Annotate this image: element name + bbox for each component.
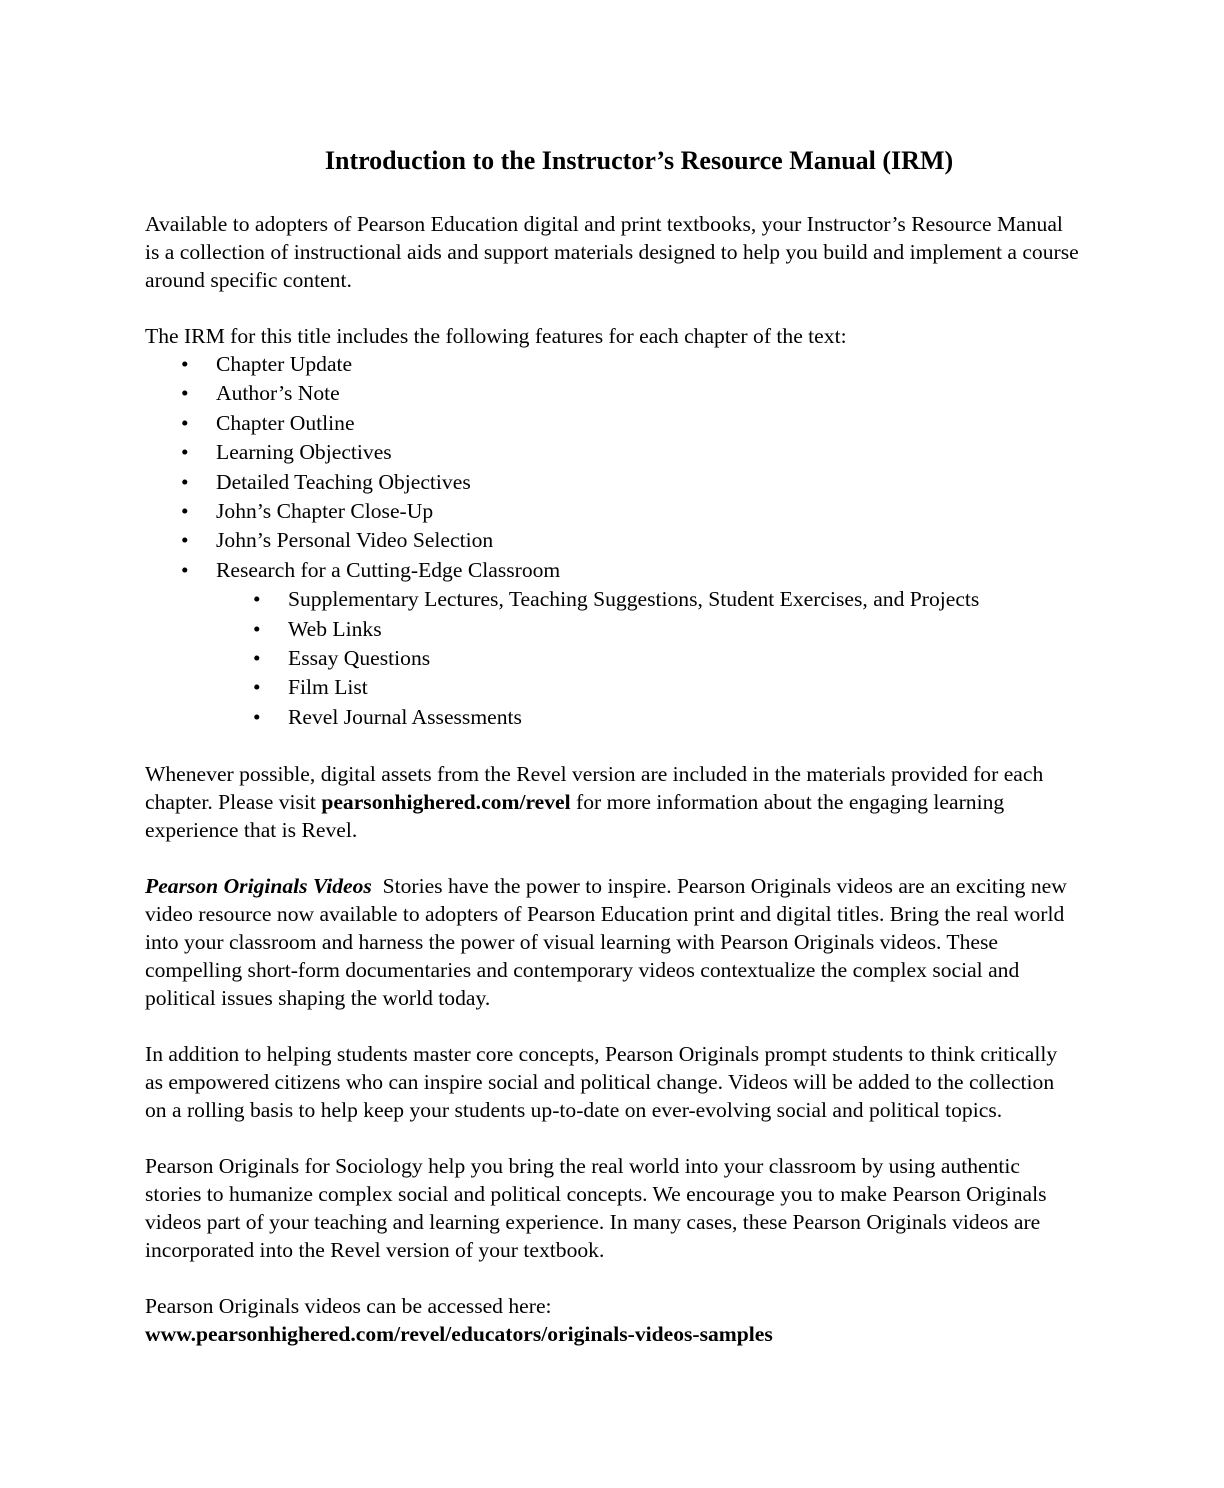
sub-list-item bbox=[145, 615, 1080, 644]
originals-paragraph bbox=[145, 872, 1080, 1012]
document-body bbox=[145, 210, 1080, 1348]
list-item bbox=[145, 468, 1080, 497]
revel-text-after: for more information about the engaging learning experience that is Revel. bbox=[145, 790, 1005, 843]
bullet-icon: • bbox=[181, 352, 189, 376]
list-item bbox=[145, 497, 1080, 526]
sub-list-item bbox=[145, 703, 1080, 732]
list-item bbox=[145, 526, 1080, 555]
bullet-icon: • bbox=[181, 469, 189, 494]
bullet-icon: • bbox=[181, 528, 189, 553]
paragraph-gap bbox=[145, 1012, 1080, 1040]
core-concepts-paragraph: In addition to helping students master core concepts, Pearson Originals prompt students to think critically as empowered citizens who can inspire social and political change. Videos will be added to the collection on a rolling basis to help keep your students up-to-date on ever-evolving social and political topics. bbox=[145, 1042, 1058, 1123]
sub-list-item-label: Film List bbox=[288, 675, 368, 700]
list-item-label: Chapter Outline bbox=[216, 410, 355, 435]
access-lead: Pearson Originals videos can be accessed here: bbox=[145, 1294, 552, 1319]
list-item-label: John’s Personal Video Selection bbox=[216, 528, 494, 553]
list-item bbox=[145, 409, 1080, 438]
sub-features-list bbox=[145, 585, 1080, 732]
bullet-icon: • bbox=[181, 557, 189, 582]
bullet-icon: • bbox=[181, 381, 189, 406]
list-item bbox=[145, 556, 1080, 585]
list-item-label: John’s Chapter Close-Up bbox=[216, 499, 434, 524]
sub-list-item-label: Web Links bbox=[288, 616, 382, 641]
sub-list-item bbox=[145, 673, 1080, 702]
list-item-label: Author’s Note bbox=[216, 381, 340, 406]
bullet-icon: • bbox=[181, 499, 189, 524]
sub-list-item bbox=[145, 585, 1080, 614]
list-item-label: Research for a Cutting-Edge Classroom bbox=[216, 557, 561, 582]
list-item bbox=[145, 438, 1080, 467]
bullet-icon: • bbox=[253, 616, 261, 641]
revel-paragraph bbox=[145, 760, 1080, 844]
paragraph-gap bbox=[145, 294, 1080, 322]
revel-text-before: Whenever possible, digital assets from the Revel version are included in the materials provided for each chapter. Please visit bbox=[145, 762, 1044, 815]
sub-list-item-label: Supplementary Lectures, Teaching Suggestions, Student Exercises, and Projects bbox=[288, 587, 980, 612]
originals-text: Stories have the power to inspire. Pearson Originals videos are an exciting new video resource now available to adopters of Pearson Education print and digital titles. Bring the real world into your classroom and harness the power of visual learning with Pearson Originals videos. These compelling short-form documentaries and contemporary videos contextualize the complex social and political issues shaping the world today. bbox=[145, 874, 1073, 1011]
bullet-icon: • bbox=[253, 704, 261, 729]
originals-heading: Pearson Originals Videos bbox=[145, 874, 372, 899]
list-item-label: Learning Objectives bbox=[216, 440, 392, 465]
sub-list-item-label: Revel Journal Assessments bbox=[288, 704, 522, 729]
features-lead: The IRM for this title includes the following features for each chapter of the text: bbox=[145, 324, 847, 348]
list-item-label: Detailed Teaching Objectives bbox=[216, 469, 471, 494]
sociology-paragraph: Pearson Originals for Sociology help you bring the real world into your classroom by using authentic stories to humanize complex social and political concepts. We encourage you to make Pearson Originals videos part of your teaching and learning experience. In many cases, these Pearson Originals videos are incorporated into the Revel version of your textbook. bbox=[145, 1154, 1047, 1263]
list-item bbox=[145, 350, 1080, 379]
access-url-link[interactable]: www.pearsonhighered.com/revel/educators/originals-videos-samples bbox=[145, 1322, 773, 1347]
bullet-icon: • bbox=[181, 410, 189, 435]
list-item-label: Chapter Update bbox=[216, 352, 353, 376]
sub-list-item bbox=[145, 644, 1080, 673]
list-item bbox=[145, 379, 1080, 408]
bullet-icon: • bbox=[181, 440, 189, 465]
bullet-icon: • bbox=[253, 646, 261, 671]
revel-link[interactable]: pearsonhighered.com/revel bbox=[321, 790, 571, 815]
sub-list-item-label: Essay Questions bbox=[288, 646, 431, 671]
bullet-icon: • bbox=[253, 587, 261, 612]
features-list bbox=[145, 350, 1080, 585]
paragraph-gap bbox=[145, 1124, 1080, 1152]
bullet-icon: • bbox=[253, 675, 261, 700]
paragraph-gap bbox=[145, 732, 1080, 760]
paragraph-gap bbox=[145, 1264, 1080, 1292]
document-title: Introduction to the Instructor’s Resource Manual (IRM) bbox=[324, 146, 954, 175]
paragraph-gap bbox=[145, 844, 1080, 872]
intro-paragraph: Available to adopters of Pearson Education digital and print textbooks, your Instructor’s Resource Manual is a collection of instructional aids and support materials designed to help you build and implement a course around specific content. bbox=[145, 212, 1079, 292]
